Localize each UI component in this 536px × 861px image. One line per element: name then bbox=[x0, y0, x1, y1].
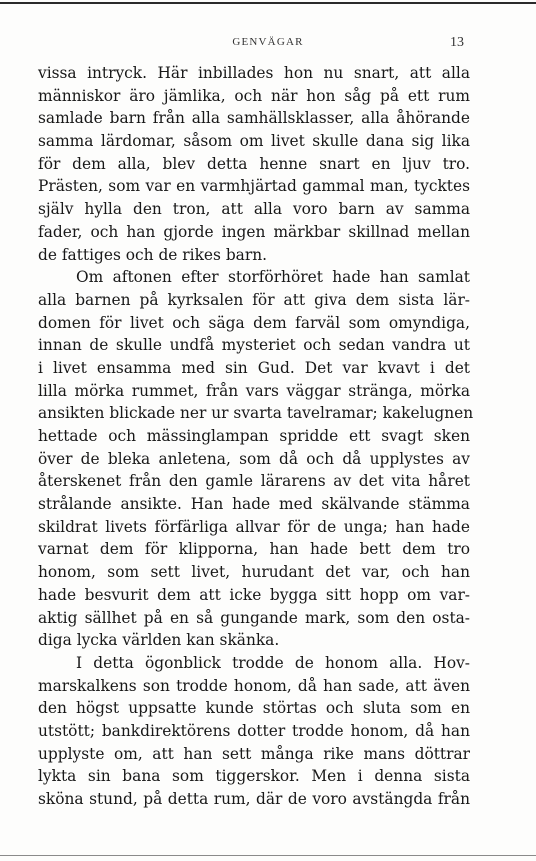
paragraph-end-line: diga lycka världen kan skänka. bbox=[38, 631, 280, 650]
text-line: samlade barn från alla samhällsklasser, alla åhörande bbox=[38, 109, 470, 128]
text-line: hettade och mässinglampan spridde ett svagt sken bbox=[38, 427, 470, 445]
text-line: varnat dem för klipporna, han hade bett dem tro bbox=[38, 540, 470, 559]
text-line: marskalkens son trodde honom, då han sade, att även bbox=[38, 676, 470, 695]
text-line: lilla mörka rummet, från vars väggar stränga, mörka bbox=[38, 381, 470, 400]
text-line: samma lärdomar, såsom om livet skulle dana sig lika bbox=[38, 132, 470, 151]
text-line: lykta sin bana som tiggerskor. Men i denna sista bbox=[38, 767, 470, 786]
text-line: domen för livet och säga dem farväl som omyndiga, bbox=[38, 313, 470, 332]
text-line: sköna stund, på detta rum, där de voro avstängda från bbox=[38, 790, 470, 808]
page-number: 13 bbox=[450, 35, 464, 50]
text-line: över de bleka anletena, som då och då upplystes av bbox=[38, 449, 470, 468]
paragraph-start-line: Om aftonen efter storförhöret hade han samlat bbox=[76, 268, 470, 287]
paragraph-start-line: I detta ögonblick trodde de honom alla. Hov- bbox=[76, 653, 470, 672]
text-line: utstött; bankdirektörens dotter trodde honom, då han bbox=[38, 721, 470, 740]
running-title: GENVÄGAR bbox=[232, 36, 304, 48]
body-text bbox=[38, 62, 474, 811]
bottom-edge-rule bbox=[0, 855, 536, 856]
text-line: hade besvurit dem att icke bygga sitt hopp om var- bbox=[38, 585, 470, 604]
text-line: Prästen, som var en varmhjärtad gammal man, tycktes bbox=[38, 177, 470, 196]
text-line: den högst uppsatte kunde störtas och sluta som en bbox=[38, 699, 470, 718]
text-line: skildrat livets förfärliga allvar för de unga; han hade bbox=[38, 517, 470, 536]
text-line: själv hylla den tron, att alla voro barn av samma bbox=[38, 200, 470, 219]
text-line: ansikten blickade ner ur svarta tavelramar; kakelugnen bbox=[38, 404, 474, 423]
text-line: i livet ensamma med sin Gud. Det var kvavt i det bbox=[38, 358, 470, 377]
text-line: fader, och han gjorde ingen märkbar skillnad mellan bbox=[38, 222, 470, 241]
text-line: upplyste om, att han sett många rike mans döttrar bbox=[38, 744, 470, 763]
text-line: innan de skulle undfå mysteriet och sedan vandra ut bbox=[38, 336, 470, 355]
text-line: honom, som sett livet, hurudant det var, och han bbox=[38, 563, 470, 582]
paragraph-end-line: de fattiges och de rikes barn. bbox=[38, 245, 268, 264]
text-line: människor äro jämlika, och när hon såg på ett rum bbox=[38, 86, 470, 105]
running-head bbox=[0, 36, 536, 52]
text-line: alla barnen på kyrksalen för att giva dem sista lär- bbox=[38, 290, 470, 309]
text-line: strålande ansikte. Han hade med skälvande stämma bbox=[38, 495, 470, 514]
top-edge-rule bbox=[0, 2, 536, 4]
text-line: återskenet från den gamle lärarens av det vita håret bbox=[38, 472, 470, 491]
text-line: vissa intryck. Här inbillades hon nu snart, att alla bbox=[38, 64, 470, 82]
text-line: aktig sällhet på en så gungande mark, som den osta- bbox=[38, 608, 470, 627]
text-line: för dem alla, blev detta henne snart en ljuv tro. bbox=[38, 154, 470, 173]
